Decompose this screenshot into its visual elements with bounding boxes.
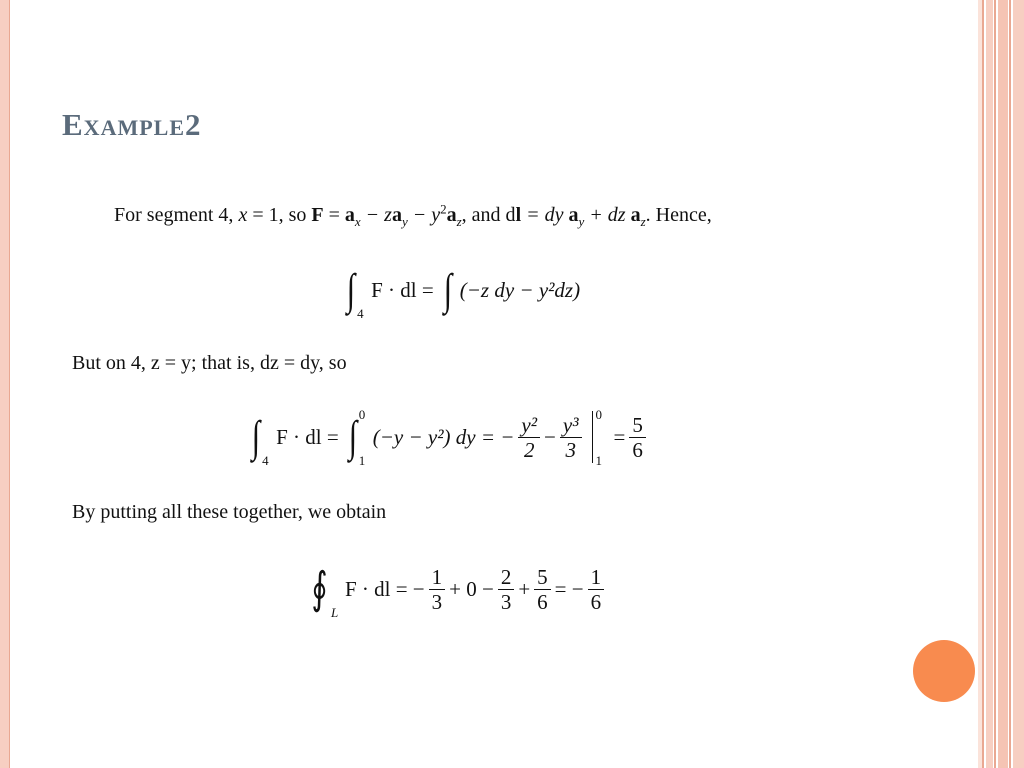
integral-sign: ∫	[346, 265, 356, 314]
summary-statement: By putting all these together, we obtain	[72, 501, 387, 523]
right-decorative-stripes	[978, 0, 1024, 768]
equation-evaluated-integral: ∫ 4 F · dl = ∫ 0 1 (−y − y²) dy = − $\frac{\text{y²}}{2}$ − $\frac{\text{y³}}{3}$ 0 1 = $\frac{5}{6}$	[250, 405, 650, 469]
contour-integral-sign: ∮	[311, 564, 328, 613]
fraction-1-over-6: $\frac{1}{6}$	[588, 565, 605, 614]
fraction-y2-over-2: $\frac{\text{y²}}{2}$	[518, 413, 540, 462]
evaluation-bar	[592, 411, 593, 463]
substitution-statement: But on 4, z = y; that is, dz = dy, so	[72, 352, 347, 374]
eq1-rhs: (−z dy − y²dz)	[459, 277, 581, 302]
integral-sign: ∫	[251, 412, 261, 461]
slide-title: Example2	[62, 107, 202, 142]
fraction-2-over-3: $\frac{2}{3}$	[498, 565, 515, 614]
left-border	[0, 0, 9, 768]
left-border-line	[9, 0, 10, 768]
equation-segment-4-integral: ∫ 4 F · dl = ∫ (−z dy − y²dz)	[346, 265, 581, 321]
segment-4-statement: For segment 4, x = 1, so $F = a_x - za_y - y^2a_z$, and dl = dy $a_y$ + dz $a_z$. Hence,	[114, 201, 712, 229]
fraction-5-over-6: $\frac{5}{6}$	[629, 413, 646, 462]
fraction-1-over-3: $\frac{1}{3}$	[429, 565, 446, 614]
fraction-y3-over-3: $\frac{\text{y³}}{3}$	[560, 413, 582, 462]
equation-closed-loop-integral: ∮ L F · dl = − $\frac{1}{3}$ + 0 − $\frac{2}{3}$ + $\frac{5}{6}$ = − $\frac{1}{6}$	[308, 555, 608, 623]
decorative-orange-circle	[913, 640, 975, 702]
eq1-lhs: F · dl =	[371, 277, 434, 302]
integral-sign: ∫	[348, 412, 357, 461]
fraction-5-over-6: $\frac{5}{6}$	[534, 565, 551, 614]
integral-sign: ∫	[443, 265, 452, 314]
